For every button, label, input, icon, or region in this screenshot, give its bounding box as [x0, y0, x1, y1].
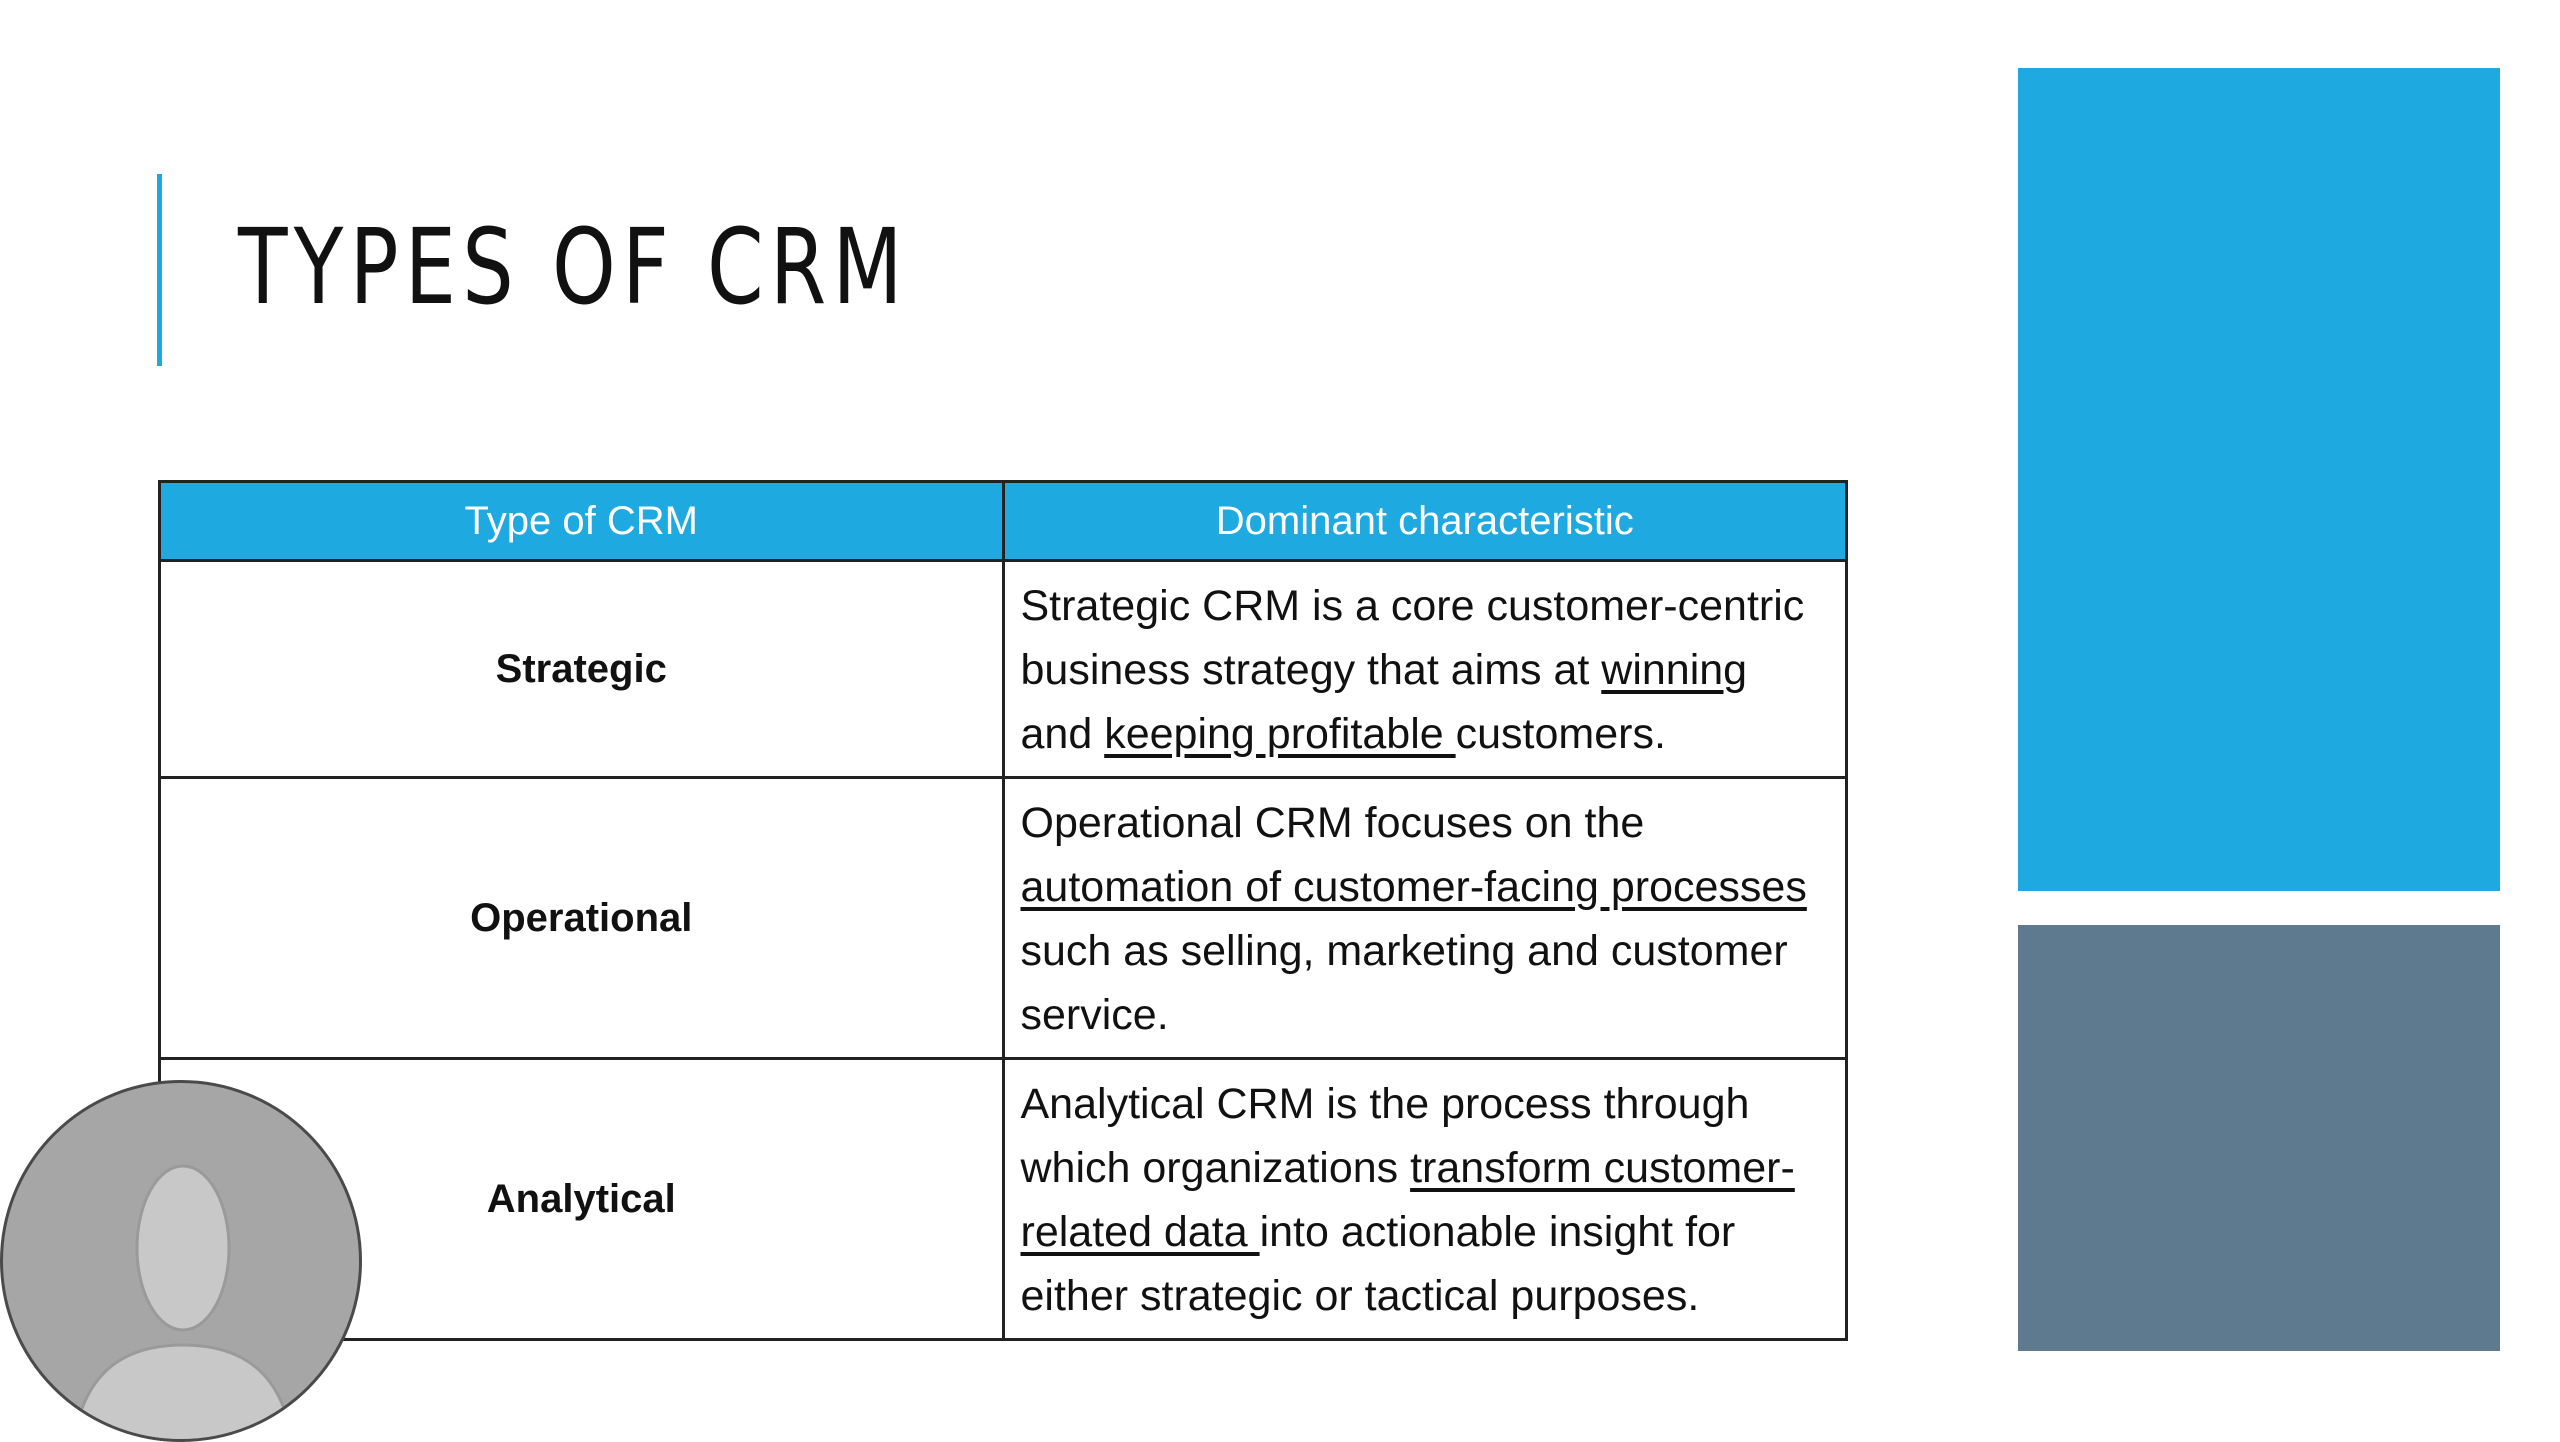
presenter-avatar[interactable] — [0, 1080, 362, 1442]
row-desc-analytical: Analytical CRM is the process through which organizations transform customer-related data into actionable insight for either strategic or tactical purposes. — [1003, 1059, 1847, 1340]
crm-types-table — [158, 480, 1848, 1341]
table-row — [160, 1059, 1847, 1340]
row-desc-operational: Operational CRM focuses on the automation of customer-facing processes such as selling, marketing and customer service. — [1003, 778, 1847, 1059]
slide-title: TYPES OF CRM — [238, 206, 909, 328]
table-row — [160, 561, 1847, 778]
decorative-blue-block — [2018, 68, 2500, 891]
header-type: Type of CRM — [160, 482, 1004, 561]
row-type-strategic: Strategic — [160, 561, 1004, 778]
row-type-operational: Operational — [160, 778, 1004, 1059]
row-type-analytical: Analytical — [160, 1059, 1004, 1340]
user-avatar-icon — [3, 1083, 362, 1442]
decorative-slate-block — [2018, 925, 2500, 1351]
table-header-row — [160, 482, 1847, 561]
row-desc-strategic: Strategic CRM is a core customer-centric business strategy that aims at winning and keeping profitable customers. — [1003, 561, 1847, 778]
table-row — [160, 778, 1847, 1059]
header-characteristic: Dominant characteristic — [1003, 482, 1847, 561]
title-accent-bar — [157, 174, 162, 366]
